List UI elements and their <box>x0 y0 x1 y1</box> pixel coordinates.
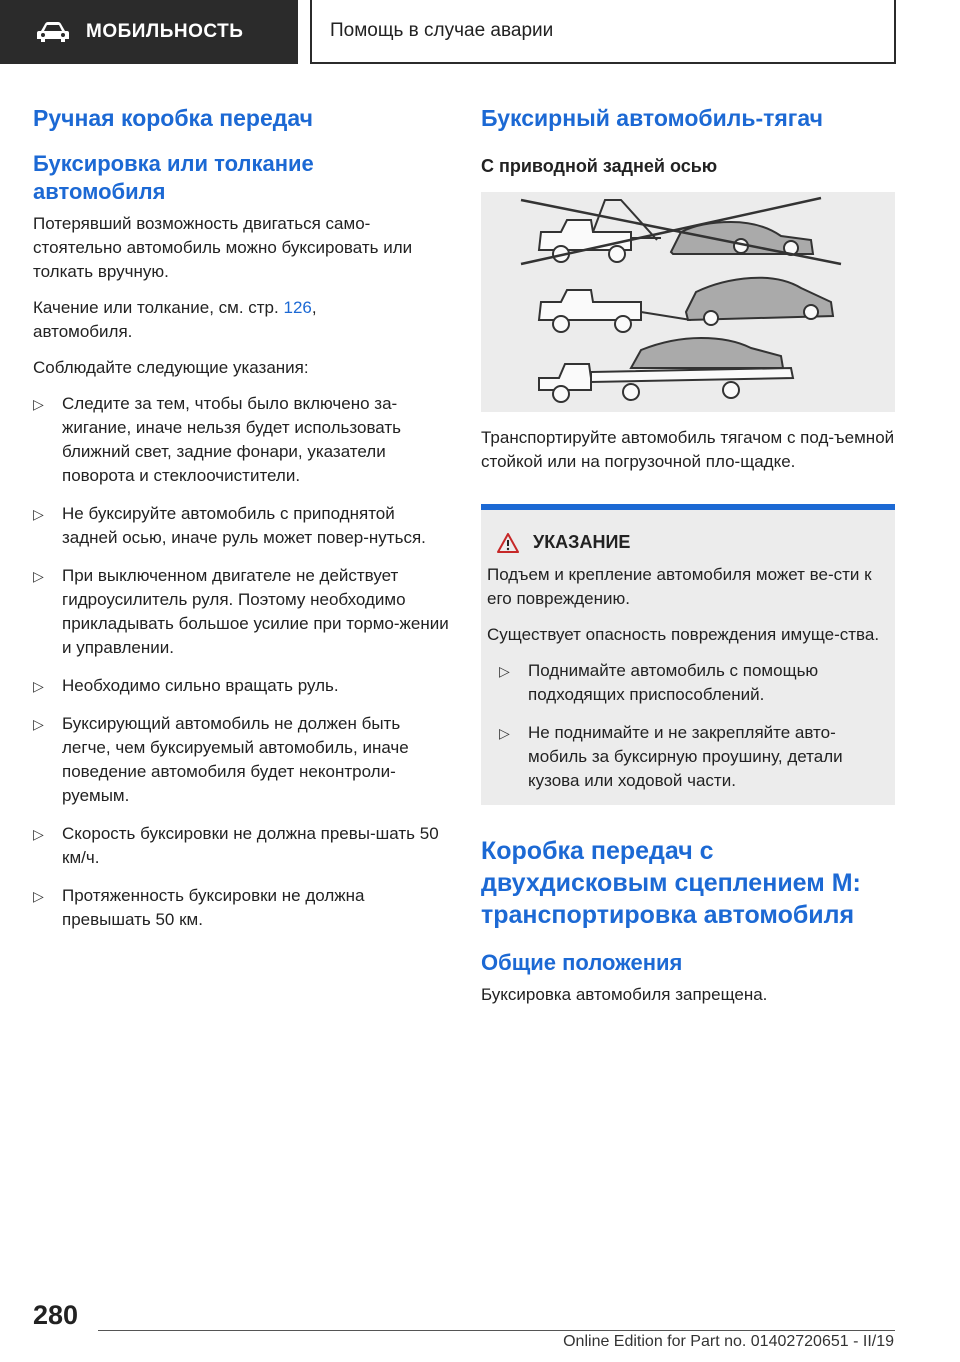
triangle-bullet-icon: ▷ <box>499 725 510 741</box>
subsection-heading: Общие положения <box>481 950 683 975</box>
subsection-heading: С приводной задней осью <box>481 156 718 176</box>
note-title: УКАЗАНИЕ <box>533 532 631 552</box>
triangle-bullet-icon: ▷ <box>33 826 44 842</box>
section-heading: Коробка передач с двухдисковым сцеплением M: транспортировка автомобиля <box>481 837 861 929</box>
paragraph: Потерявший возможность двигаться само-стоятельно автомобиль можно буксировать или толкать вручную. <box>33 214 413 281</box>
list-item: ▷ Необходимо сильно вращать руль. <box>33 674 451 698</box>
header-section-tab <box>0 0 298 64</box>
section-title: МОБИЛЬНОСТЬ <box>86 21 244 42</box>
note-paragraph: Подъем и крепление автомобиля может ве-сти к его повреждению. <box>487 565 872 608</box>
footer-text: Online Edition for Part no. 01402720651 - II/19 <box>563 1333 894 1350</box>
header-chapter <box>310 0 896 64</box>
list-item: ▷ Поднимайте автомобиль с помощью подходящих приспособлений. <box>499 661 819 704</box>
car-icon <box>36 21 70 43</box>
warning-triangle-icon <box>497 533 519 553</box>
list-item: ▷ Скорость буксировки не должна превы-шать 50 км/ч. <box>33 824 439 867</box>
tow-truck-drawing <box>481 192 895 412</box>
footer-divider <box>98 1330 895 1331</box>
list-item: ▷ Следите за тем, чтобы было включено за-жигание, иначе нельзя будет использовать ближний свет, задние фонари, указатели поворота и стеклоочистители. <box>33 394 402 485</box>
list-item: ▷ Не поднимайте и не закрепляйте авто-мобиль за буксирную проушину, детали кузова или ходовой части. <box>499 723 843 790</box>
chapter-title: Помощь в случае аварии <box>330 20 554 41</box>
note-paragraph: Существует опасность повреждения имуще-ства. <box>487 625 880 644</box>
triangle-bullet-icon: ▷ <box>33 716 44 732</box>
list-item: ▷ Протяженность буксировки не должна превышать 50 км. <box>33 886 365 929</box>
paragraph-reference: Качение или толкание, см. стр. 126, автомобиля. <box>33 298 317 341</box>
list-item: ▷ Не буксируйте автомобиль с приподнятой задней осью, иначе руль может повер-нуться. <box>33 504 426 547</box>
triangle-bullet-icon: ▷ <box>499 663 510 679</box>
note-header <box>487 532 883 553</box>
page-number: 280 <box>33 1300 79 1330</box>
right-column <box>481 104 895 1019</box>
triangle-bullet-icon: ▷ <box>33 396 44 412</box>
section-heading: Ручная коробка передач <box>33 105 313 131</box>
page-link[interactable]: 126 <box>283 298 312 317</box>
list-item: ▷ При выключенном двигателе не действует гидроусилитель руля. Поэтому необходимо прикладывать большое усилие при тормо-жении и управлении. <box>33 566 449 657</box>
note-list <box>487 659 883 793</box>
triangle-bullet-icon: ▷ <box>33 506 44 522</box>
paragraph: Буксировка автомобиля запрещена. <box>481 985 768 1004</box>
subsection-heading: Буксировка или толкание автомобиля <box>33 151 314 204</box>
triangle-bullet-icon: ▷ <box>33 678 44 694</box>
triangle-bullet-icon: ▷ <box>33 888 44 904</box>
instruction-list <box>33 392 451 932</box>
section-heading: Буксирный автомобиль-тягач <box>481 105 823 131</box>
towing-illustration <box>481 192 895 412</box>
list-item: ▷ Буксирующий автомобиль не должен быть легче, чем буксируемый автомобиль, иначе поведение автомобиля будет неконтроли-руемым. <box>33 714 409 805</box>
paragraph: Соблюдайте следующие указания: <box>33 358 309 377</box>
note-box <box>481 504 895 805</box>
triangle-bullet-icon: ▷ <box>33 568 44 584</box>
illustration-caption: Транспортируйте автомобиль тягачом с под-ъемной стойкой или на погрузочной пло-щадке. <box>481 428 895 471</box>
left-column <box>33 104 451 946</box>
